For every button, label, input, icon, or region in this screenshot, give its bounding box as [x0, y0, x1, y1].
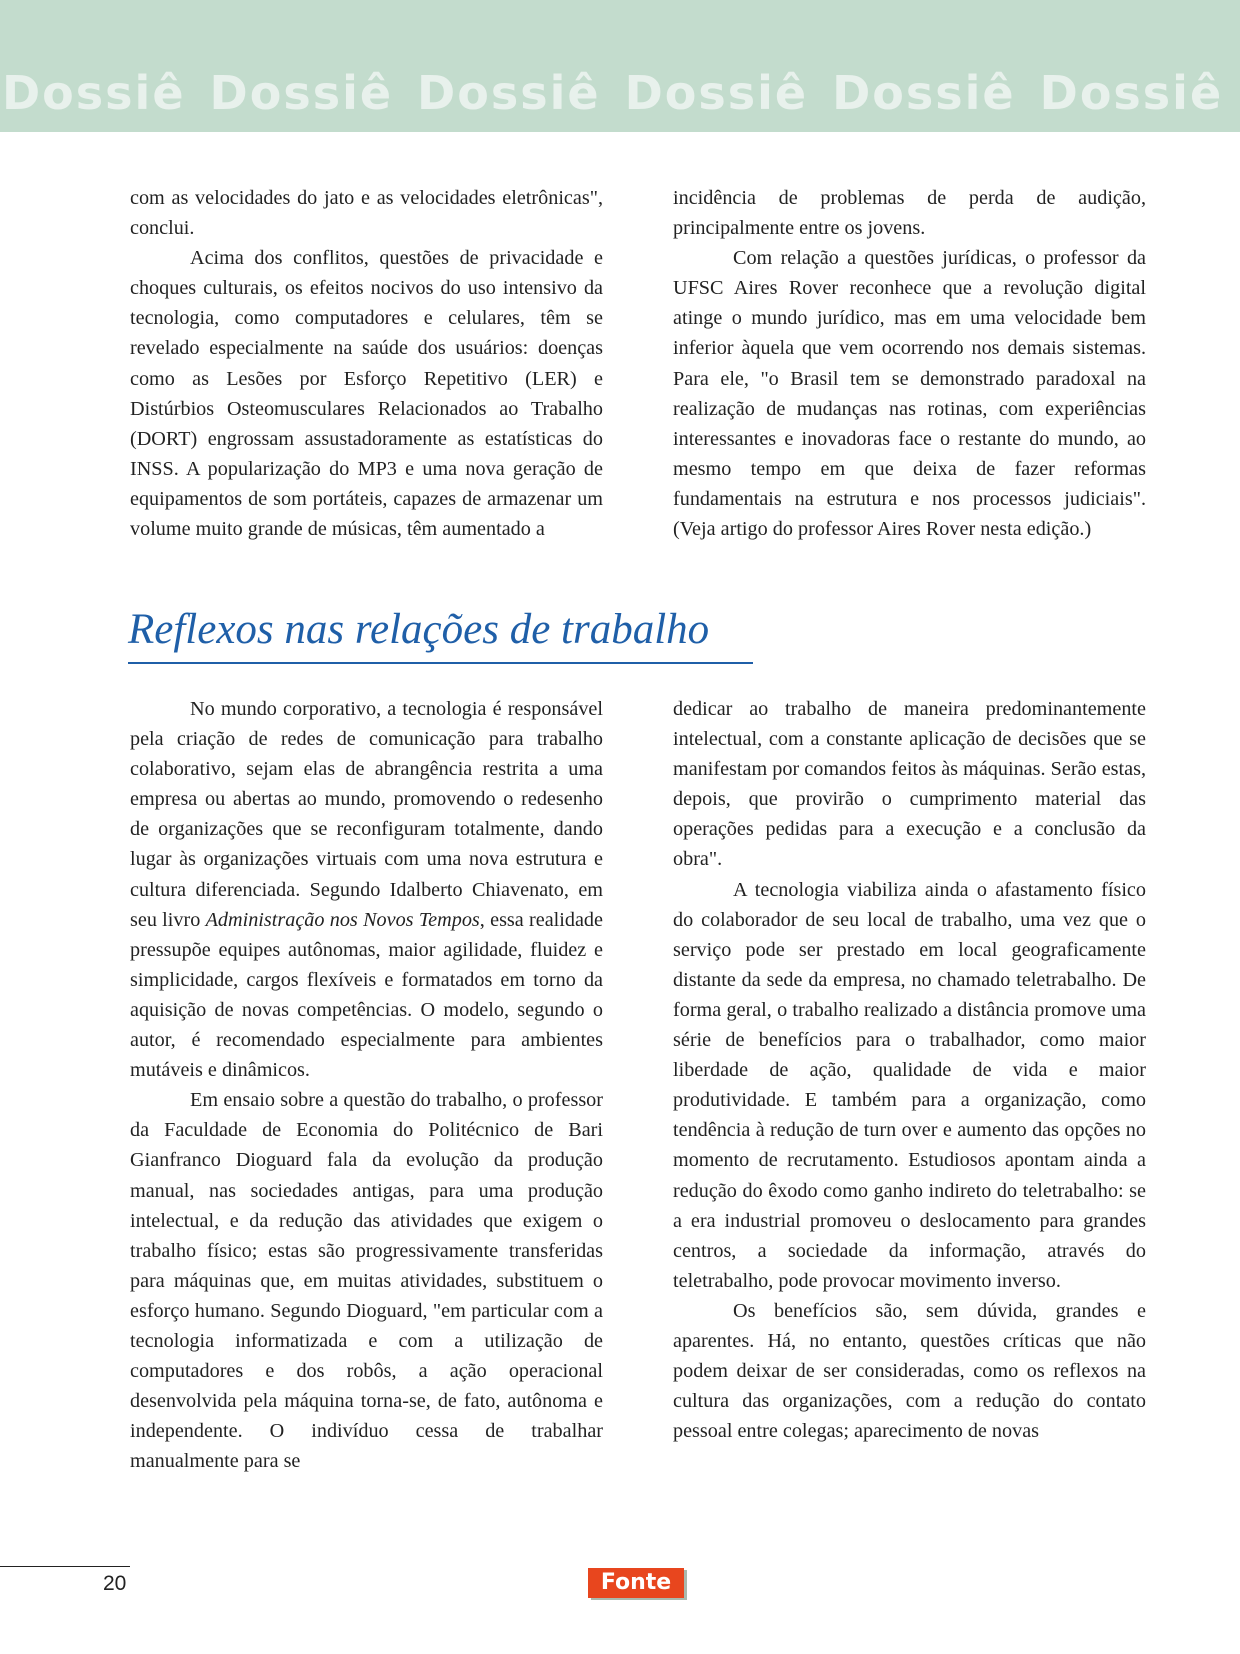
logo-text: Fonte [600, 1570, 672, 1595]
paragraph: com as velocidades do jato e as velocidades eletrônicas", conclui. [130, 187, 603, 240]
paragraph [130, 694, 603, 1085]
section-title-underline [128, 662, 753, 664]
book-title: Administração nos Novos Tempos [205, 908, 480, 931]
paragraph: A tecnologia viabiliza ainda o afastamento físico do colaborador de seu local de trabalho, uma vez que o serviço pode ser prestado em local geograficamente distante da sede da empresa, no chamado teletrabalho. De forma geral, o trabalho realizado a distância promove uma série de benefícios para o trabalhador, como maior liberdade de ação, qualidade de vida e maior produtividade. E também para a organização, como tendência à redução de turn over e aumento das opções no momento de recrutamento. Estudiosos apontam ainda a redução do êxodo como ganho indireto do teletrabalho: se a era industrial promoveu o deslocamento para grandes centros, a sociedade da informação, através do teletrabalho, pode provocar movimento inverso. [673, 878, 1146, 1292]
paragraph-text: No mundo corporativo, a tecnologia é responsável pela criação de redes de comunicação para trabalho colaborativo, sejam elas de abrangência restrita a uma empresa ou abertas ao mundo, promovendo o redesenho de organizações que se reconfiguram totalmente, dando lugar às organizações virtuais com uma nova estrutura e cultura diferenciada. Segundo Idalberto Chiavenato, em seu livro [130, 698, 603, 931]
paragraph: Com relação a questões jurídicas, o professor da UFSC Aires Rover reconhece que a revolução digital atinge o mundo jurídico, mas em uma velocidade bem inferior àquela que vem ocorrendo nos demais sistemas. Para ele, "o Brasil tem se demonstrado paradoxal na realização de mudanças nas rotinas, com experiências interessantes e inovadoras face o restante do mundo, ao mesmo tempo em que deixa de fazer reformas fundamentais na estrutura e nos processos judiciais". (Veja artigo do professor Aires Rover nesta edição.) [673, 247, 1146, 541]
bottom-left-column [130, 694, 603, 1476]
top-left-column [130, 183, 603, 544]
fonte-logo [588, 1568, 684, 1598]
paragraph: Em ensaio sobre a questão do trabalho, o professor da Faculdade de Economia do Politécnico de Bari Gianfranco Dioguard fala da evolução da produção manual, nas sociedades antigas, para uma produção intelectual, e da redução das atividades que exigem o trabalho físico; estas são progressivamente transferidas para máquinas que, em muitas atividades, substituem o esforço humano. Segundo Dioguard, "em particular com a tecnologia informatizada e com a utilização de computadores e dos robôs, a ação operacional desenvolvida pela máquina torna-se, de fato, autônoma e independente. O indivíduo cessa de trabalhar manualmente para se [130, 1089, 603, 1473]
paragraph: Os benefícios são, sem dúvida, grandes e aparentes. Há, no entanto, questões críticas que não podem deixar de ser consideradas, como os reflexos na cultura das organizações, com a redução do contato pessoal entre colegas; aparecimento de novas [673, 1299, 1146, 1443]
paragraph: Acima dos conflitos, questões de privacidade e choques culturais, os efeitos nocivos do uso intensivo da tecnologia, como computadores e celulares, têm se revelado especialmente na saúde dos usuários: doenças como as Lesões por Esforço Repetitivo (LER) e Distúrbios Osteomusculares Relacionados ao Trabalho (DORT) engrossam assustadoramente as estatísticas do INSS. A popularização do MP3 e uma nova geração de equipamentos de som portáteis, capazes de armazenar um volume muito grande de músicas, têm aumentado a [130, 247, 603, 541]
bottom-right-column [673, 694, 1146, 1446]
top-right-column [673, 183, 1146, 544]
header-band [0, 0, 1240, 132]
page-number: 20 [103, 1572, 127, 1595]
footer-rule [0, 1566, 130, 1567]
paragraph-text: , essa realidade pressupõe equipes autônomas, maior agilidade, fluidez e simplicidade, cargos flexíveis e formatados em torno da aquisição de novas competências. O modelo, segundo o autor, é recomendado especialmente para ambientes mutáveis e dinâmicos. [130, 908, 603, 1082]
paragraph: dedicar ao trabalho de maneira predominantemente intelectual, com a constante aplicação de decisões que se manifestam por comandos feitos às máquinas. Serão estas, depois, que provirão o cumprimento material das operações pedidas para a execução e a conclusão da obra". [673, 698, 1146, 871]
section-title: Reflexos nas relações de trabalho [128, 606, 710, 653]
paragraph: incidência de problemas de perda de audição, principalmente entre os jovens. [673, 187, 1146, 240]
dossie-banner: Dossiê Dossiê Dossiê Dossiê Dossiê Dossiê [2, 66, 1224, 120]
